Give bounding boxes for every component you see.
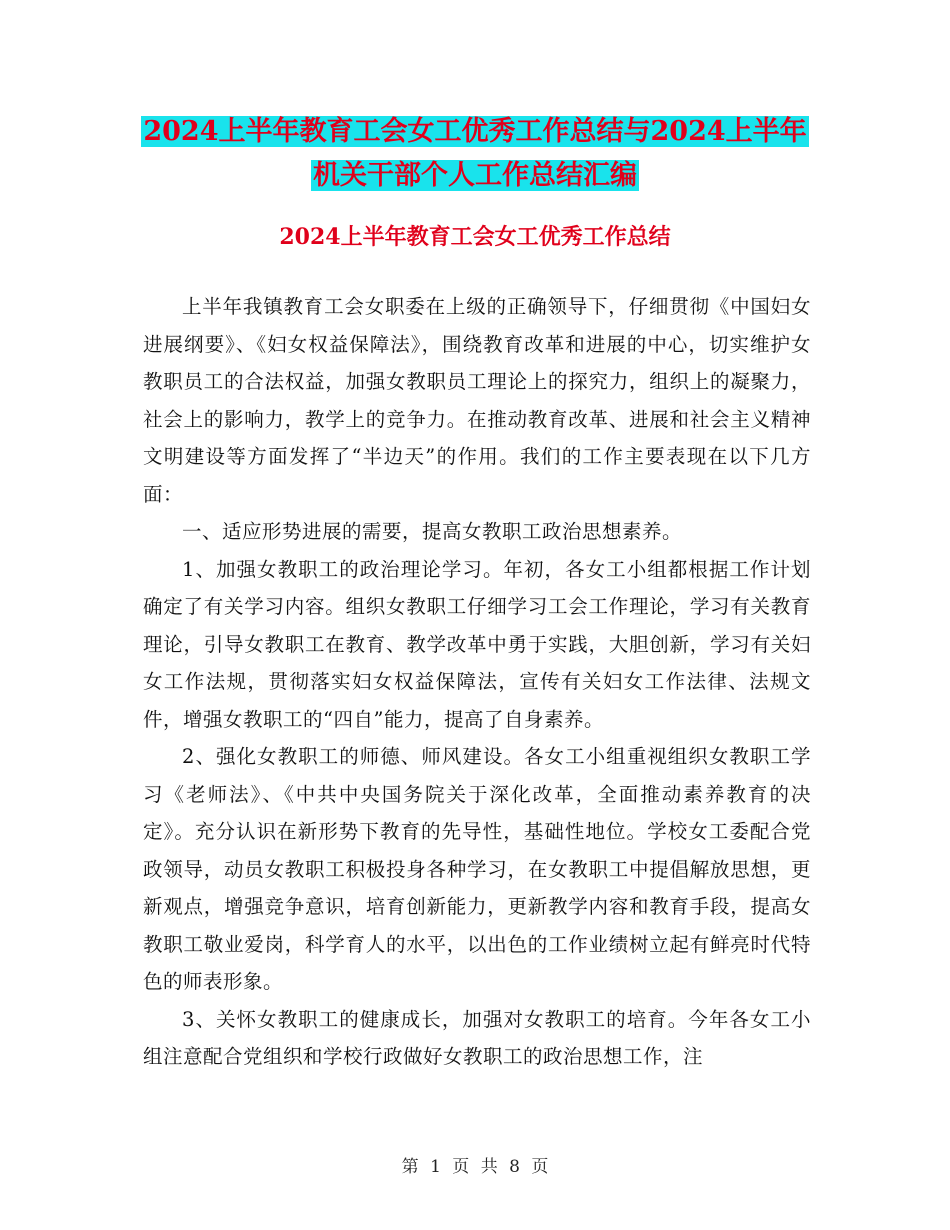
body-text <box>143 288 811 1076</box>
paragraph: 一、适应形势进展的需要，提高女教职工政治思想素养。 <box>182 520 683 543</box>
total-pages-number: 8 <box>509 1157 520 1177</box>
page-label-prefix: 第 <box>401 1157 419 1177</box>
section-title: 2024上半年教育工会女工优秀工作总结 <box>279 224 671 250</box>
current-page-number: 1 <box>430 1157 441 1177</box>
total-label: 共 <box>480 1157 498 1177</box>
paragraph: 2、强化女教职工的师德、师风建设。各女工小组重视组织女教职工学习《老师法》、《中共中央国务院关于深化改革，全面推动素养教育的决定》。充分认识在新形势下教育的先导性，基础性地位。学校女工委配合党政领导，动员女教职工积极投身各种学习，在女教职工中提倡解放思想，更新观点，增强竞争意识，培育创新能力，更新教学内容和教育手段，提高女教职工敬业爱岗，科学育人的水平，以出色的工作业绩树立起有鲜亮时代特色的师表形象。 <box>143 745 811 993</box>
page-footer <box>0 1152 950 1177</box>
page-label-mid: 页 <box>452 1157 470 1177</box>
main-title <box>0 110 950 198</box>
main-title-line-2: 机关干部个人工作总结汇编 <box>313 160 637 191</box>
main-title-line-1: 2024上半年教育工会女工优秀工作总结与2024上半年 <box>143 116 807 147</box>
paragraph: 上半年我镇教育工会女职委在上级的正确领导下，仔细贯彻《中国妇女进展纲要》、《妇女权益保障法》，围绕教育改革和进展的中心，切实维护女教职员工的合法权益，加强女教职员工理论上的探究力，组织上的凝聚力，社会上的影响力，教学上的竞争力。在推动教育改革、进展和社会主义精神文明建设等方面发挥了“半边天”的作用。我们的工作主要表现在以下几方面： <box>143 295 811 506</box>
page-label-suffix: 页 <box>531 1157 549 1177</box>
paragraph: 3、关怀女教职工的健康成长，加强对女教职工的培育。今年各女工小组注意配合党组织和学校行政做好女教职工的政治思想工作，注 <box>143 1007 811 1068</box>
paragraph: 1、加强女教职工的政治理论学习。年初，各女工小组都根据工作计划确定了有关学习内容。组织女教职工仔细学习工会工作理论，学习有关教育理论，引导女教职工在教育、教学改革中勇于实践，大胆创新，学习有关妇女工作法规，贯彻落实妇女权益保障法，宣传有关妇女工作法律、法规文件，增强女教职工的“四自”能力，提高了自身素养。 <box>143 557 811 731</box>
